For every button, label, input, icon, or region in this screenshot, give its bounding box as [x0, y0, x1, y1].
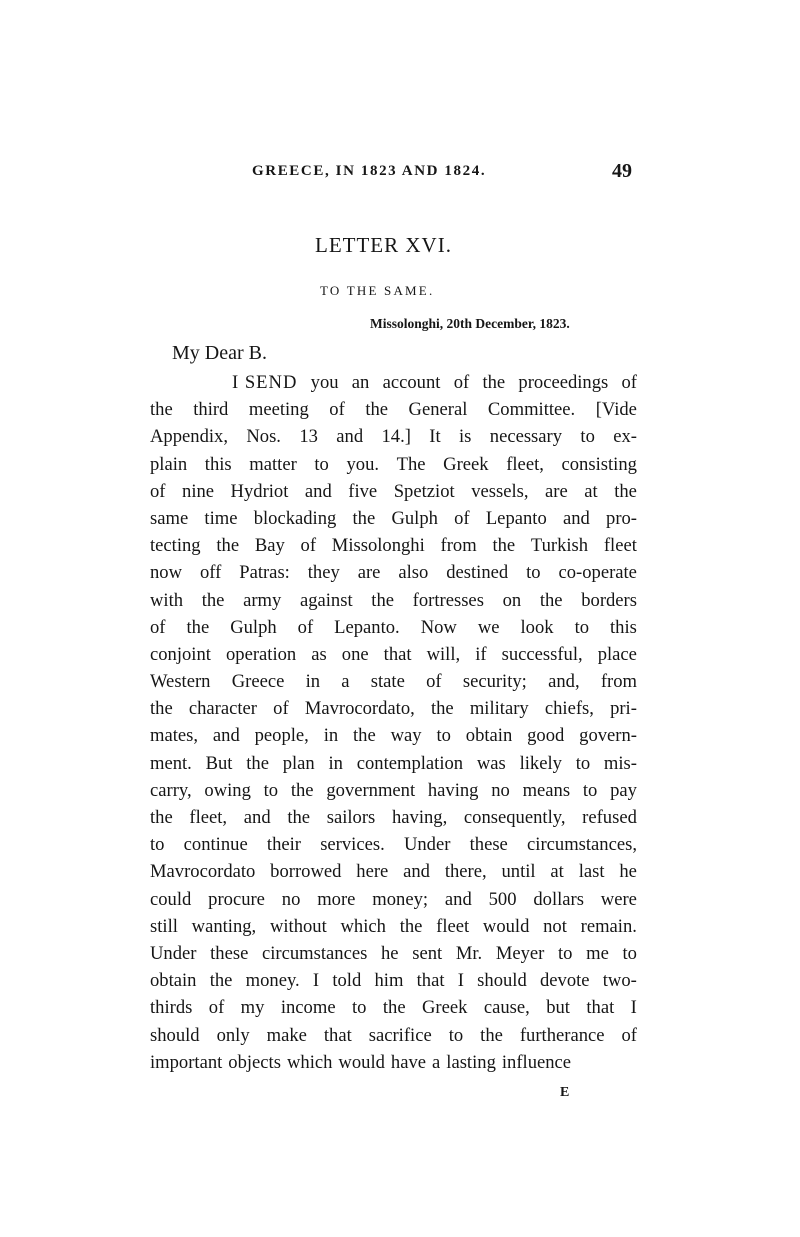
word: sailors	[326, 807, 376, 828]
word: was	[476, 752, 506, 774]
word: the	[290, 779, 314, 801]
word: told	[332, 970, 362, 992]
word: having,	[391, 807, 448, 828]
text-line	[150, 994, 637, 1021]
word: which	[340, 915, 386, 937]
word: state	[370, 671, 405, 693]
word: in	[323, 725, 339, 747]
text-line	[150, 587, 637, 614]
word: here	[356, 861, 389, 883]
text-line	[150, 532, 637, 559]
word: will,	[426, 643, 461, 665]
word: the	[352, 507, 376, 529]
word: circumstances	[262, 942, 368, 964]
word: he	[380, 942, 399, 964]
word: Patras:	[239, 562, 290, 584]
word: I	[312, 970, 320, 992]
word: fortresses	[412, 589, 484, 611]
word: of	[150, 616, 166, 638]
word: 13	[299, 426, 318, 448]
word: Lepanto	[485, 507, 547, 529]
text-line	[150, 913, 637, 940]
letter-body	[150, 369, 637, 1076]
word: should	[477, 970, 527, 992]
word: time	[204, 507, 238, 529]
word: third	[193, 399, 229, 421]
word: of	[297, 616, 314, 638]
word: account	[382, 372, 441, 393]
word: and	[212, 725, 240, 747]
word: the	[382, 997, 406, 1019]
text-line	[150, 1022, 637, 1049]
word: means	[522, 779, 571, 801]
word: sent	[412, 942, 443, 964]
word: of	[426, 671, 442, 693]
word: continue	[183, 834, 248, 856]
word: this	[610, 616, 637, 638]
word: security;	[462, 671, 527, 693]
word: army	[243, 589, 282, 611]
word: the	[246, 752, 269, 774]
word: from	[600, 671, 637, 693]
text-line	[150, 614, 637, 641]
word: a	[432, 1051, 441, 1073]
word: necessary	[489, 426, 563, 448]
word: to	[314, 453, 329, 475]
word: pro-	[606, 507, 637, 529]
word: fleet,	[189, 807, 228, 828]
word: at	[584, 480, 598, 502]
word: Hydriot	[230, 480, 289, 502]
word: off	[199, 562, 222, 584]
word: borders	[581, 589, 637, 611]
page-number: 49	[612, 160, 632, 182]
word: services.	[320, 834, 385, 856]
word: the	[353, 725, 376, 747]
word: influence	[501, 1051, 572, 1073]
word: fleet	[603, 535, 637, 557]
word: of	[273, 698, 289, 720]
word: of	[208, 997, 225, 1019]
word: could	[150, 888, 192, 910]
word: proceedings	[518, 372, 609, 393]
word: an	[351, 372, 370, 393]
word: having	[427, 779, 479, 801]
word: income	[280, 997, 336, 1019]
word: also	[398, 562, 429, 584]
word: cause,	[483, 997, 530, 1019]
word: to	[351, 997, 367, 1019]
word: the	[150, 399, 173, 421]
lead-words: I SEND	[232, 372, 298, 393]
word: that	[586, 997, 615, 1019]
word: money.	[245, 970, 300, 992]
word: meeting	[248, 399, 309, 421]
word: objects	[228, 1051, 281, 1073]
word: wanting,	[191, 915, 257, 937]
word: their	[266, 834, 301, 856]
word: thirds	[150, 997, 193, 1019]
word: the	[371, 589, 395, 611]
word: pay	[610, 779, 637, 801]
word: that	[323, 1024, 352, 1046]
word: to	[436, 725, 451, 747]
word: Under	[403, 834, 451, 856]
text-line	[150, 559, 637, 586]
word: operation	[225, 643, 297, 665]
text-line	[150, 369, 637, 396]
word: nine	[182, 480, 215, 502]
word: of	[621, 372, 637, 393]
word: Gulph	[391, 507, 438, 529]
word: and	[304, 480, 332, 502]
word: ment.	[150, 752, 192, 774]
word: of	[150, 480, 166, 502]
word: the	[365, 399, 389, 421]
word: until	[501, 861, 536, 883]
word: this	[204, 453, 232, 475]
word: chiefs,	[544, 698, 594, 720]
text-line	[150, 1049, 637, 1076]
word: to	[574, 616, 590, 638]
word: from	[440, 535, 477, 557]
word: to	[622, 942, 637, 964]
word: last	[578, 861, 605, 883]
word: conjoint	[150, 643, 211, 665]
word: and,	[548, 671, 580, 693]
word: Mavrocordato	[150, 861, 256, 883]
word: he	[619, 861, 637, 883]
word: borrowed	[270, 861, 342, 883]
running-head: GREECE, IN 1823 AND 1824.	[252, 163, 487, 179]
word: of	[621, 1024, 637, 1046]
word: 500	[488, 888, 517, 910]
word: It	[429, 426, 441, 448]
word: plan	[282, 752, 315, 774]
word: govern-	[579, 725, 637, 747]
word: and	[562, 507, 590, 529]
word: these	[210, 942, 249, 964]
word: that	[383, 643, 412, 665]
word: military	[469, 698, 529, 720]
word: on	[502, 589, 522, 611]
word: the	[201, 589, 225, 611]
text-line	[150, 423, 637, 450]
word: fleet	[436, 915, 470, 937]
word: and	[336, 426, 364, 448]
text-line	[150, 967, 637, 994]
word: pri-	[610, 698, 637, 720]
word: I	[630, 997, 637, 1019]
word: Lepanto.	[334, 616, 400, 638]
text-line	[150, 396, 637, 423]
word: with	[150, 589, 184, 611]
word: matter	[249, 453, 297, 475]
word: the	[492, 535, 516, 557]
word: and	[444, 888, 472, 910]
word: only	[216, 1024, 250, 1046]
letter-title: LETTER XVI.	[315, 233, 452, 257]
addressee-line: TO THE SAME.	[320, 283, 435, 298]
word: but	[546, 997, 570, 1019]
word: of	[453, 372, 470, 393]
word: Under	[150, 942, 197, 964]
word: dollars	[533, 888, 584, 910]
word: the	[216, 535, 240, 557]
word: the	[539, 589, 563, 611]
word: to	[558, 942, 573, 964]
word: ex-	[613, 426, 637, 448]
word: circumstances,	[527, 834, 637, 856]
word: place	[597, 643, 637, 665]
word: The	[396, 453, 426, 475]
word: [Vide	[595, 399, 637, 421]
word: the	[150, 807, 173, 828]
word: would	[338, 1051, 385, 1073]
word: lasting	[446, 1051, 496, 1073]
word: good	[527, 725, 565, 747]
word: Bay	[254, 535, 285, 557]
word: Committee.	[487, 399, 576, 421]
word: Appendix,	[150, 426, 228, 448]
word: make	[266, 1024, 307, 1046]
word: without	[269, 915, 327, 937]
text-line	[150, 750, 637, 777]
word: a	[341, 671, 350, 693]
word: consequently,	[463, 807, 566, 828]
word: have	[390, 1051, 427, 1073]
word: But	[205, 752, 233, 774]
word: the	[150, 698, 173, 720]
word: as	[311, 643, 327, 665]
word: my	[240, 997, 265, 1019]
word: plain	[150, 453, 188, 475]
word: same	[150, 507, 189, 529]
text-line	[150, 451, 637, 478]
word: the	[614, 480, 637, 502]
word: Missolonghi	[331, 535, 425, 557]
word: likely	[519, 752, 562, 774]
word: obtain	[150, 970, 197, 992]
text-line	[150, 668, 637, 695]
text-line	[150, 695, 637, 722]
text-line	[150, 505, 637, 532]
word: more	[317, 888, 356, 910]
word: Greek	[443, 453, 489, 475]
word: people,	[254, 725, 309, 747]
word: devote	[539, 970, 590, 992]
word: mates,	[150, 725, 199, 747]
text-line	[150, 478, 637, 505]
word: General	[408, 399, 468, 421]
word: in	[328, 752, 343, 774]
word: to	[526, 562, 541, 584]
word: carry,	[150, 779, 192, 801]
word: against	[299, 589, 353, 611]
text-line	[150, 940, 637, 967]
word: are	[545, 480, 568, 502]
word: no	[281, 888, 301, 910]
word: contemplation	[356, 752, 464, 774]
word: now	[150, 562, 183, 584]
word: the	[399, 915, 423, 937]
word: Turkish	[530, 535, 589, 557]
word: owing	[204, 779, 251, 801]
text-line	[150, 641, 637, 668]
word: to	[575, 752, 591, 774]
word: not	[543, 915, 567, 937]
word: mis-	[603, 752, 637, 774]
text-line	[150, 722, 637, 749]
word: are	[357, 562, 381, 584]
word: look	[520, 616, 554, 638]
word: me	[586, 942, 609, 964]
word: still	[150, 915, 178, 937]
word: refused	[582, 807, 637, 828]
word: important	[150, 1051, 223, 1073]
word: and	[243, 807, 271, 828]
word: way	[390, 725, 422, 747]
word: 14.]	[381, 426, 411, 448]
word: the	[480, 1024, 503, 1046]
word: Mr.	[455, 942, 483, 964]
word: Spetziot	[393, 480, 455, 502]
text-line	[150, 858, 637, 885]
salutation: My Dear B.	[172, 342, 267, 364]
word: vessels,	[471, 480, 529, 502]
word: which	[286, 1051, 333, 1073]
word: I	[457, 970, 464, 992]
word: Gulph	[230, 616, 277, 638]
word: successful,	[501, 643, 583, 665]
text-line	[150, 886, 637, 913]
word: one	[341, 643, 369, 665]
signature-mark: E	[560, 1085, 570, 1100]
word: they	[307, 562, 340, 584]
word: co-operate	[558, 562, 637, 584]
word: of	[454, 507, 470, 529]
word: Greek	[421, 997, 468, 1019]
word: the	[430, 698, 454, 720]
word: furtherance	[519, 1024, 605, 1046]
word: the	[209, 970, 233, 992]
word: Now	[420, 616, 457, 638]
word: to	[263, 779, 279, 801]
word: consisting	[561, 453, 637, 475]
word: tecting	[150, 535, 201, 557]
word: there,	[444, 861, 487, 883]
word: of	[329, 399, 345, 421]
word: these	[469, 834, 508, 856]
word: five	[348, 480, 378, 502]
word: that	[416, 970, 445, 992]
word: government	[326, 779, 416, 801]
word: of	[300, 535, 317, 557]
text-line	[150, 831, 637, 858]
word: Western	[150, 671, 211, 693]
word: you	[310, 372, 339, 393]
word: to	[448, 1024, 464, 1046]
word: if	[475, 643, 487, 665]
word: remain.	[580, 915, 637, 937]
word: destined	[446, 562, 509, 584]
dateline: Missolonghi, 20th December, 1823.	[370, 316, 570, 331]
word: the	[482, 372, 506, 393]
word: two-	[602, 970, 637, 992]
word: the	[287, 807, 311, 828]
word: Greece	[231, 671, 285, 693]
word: to	[580, 426, 595, 448]
word: obtain	[465, 725, 513, 747]
text-line	[150, 804, 637, 831]
word: would	[482, 915, 530, 937]
word: you.	[346, 453, 380, 475]
word: Meyer	[495, 942, 545, 964]
word: procure	[208, 888, 265, 910]
word: and	[403, 861, 430, 883]
word: money;	[372, 888, 429, 910]
word: should	[150, 1024, 200, 1046]
word: to	[582, 779, 598, 801]
word: blockading	[253, 507, 337, 529]
word: character	[188, 698, 257, 720]
word: Nos.	[246, 426, 281, 448]
word: Mavrocordato,	[304, 698, 415, 720]
text-line	[150, 777, 637, 804]
word: him	[374, 970, 404, 992]
word: is	[459, 426, 472, 448]
word: in	[305, 671, 321, 693]
word: at	[550, 861, 564, 883]
word: no	[491, 779, 510, 801]
word: we	[477, 616, 500, 638]
word: sacrifice	[368, 1024, 432, 1046]
word: were	[600, 888, 637, 910]
word: fleet,	[506, 453, 544, 475]
word: the	[186, 616, 210, 638]
word: to	[150, 834, 165, 856]
